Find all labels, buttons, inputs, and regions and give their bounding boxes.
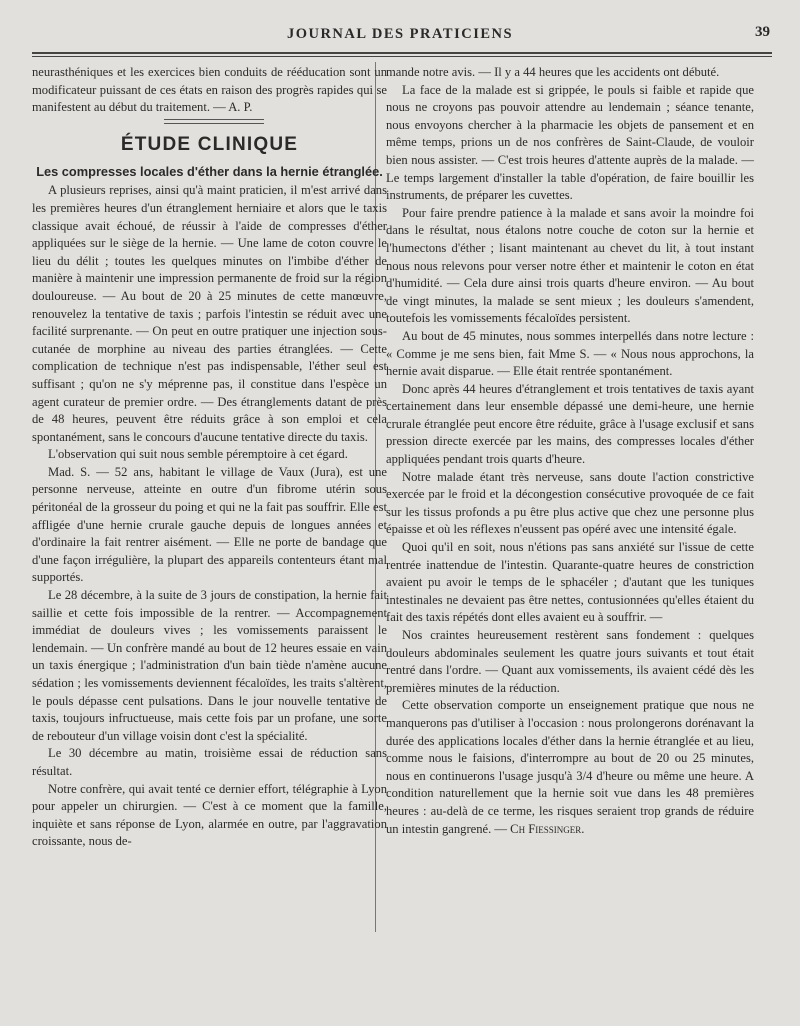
page-header — [30, 26, 770, 50]
journal-title: JOURNAL DES PRATICIENS — [286, 26, 514, 42]
section-title: ÉTUDE CLINIQUE — [120, 133, 299, 155]
paragraph: La face de la malade est si grippée, le pouls si faible et rapide que nous ne croyons pas pouvoir attendre au lendemain ; séance tenante, nous envoyons chercher à la pharmacie les objets de pansement et en même temps, prions un de nos confrères de Saint-Claude, de vouloir bien nous assister. — C'est trois heures d'attente auprès de la malade. — Le temps largement d'installer la table d'opération, de faire bouillir les instruments, de préparer les cuvettes. — [386, 82, 754, 203]
intro-paragraph: neurasthéniques et les exercices bien conduits de rééducation sont un modificateur puissant de ces états en raison des progrès rapides qui se manifestent au début du traitement. — A. P. — [32, 65, 387, 115]
paragraph-text: Cette observation comporte un enseignement pratique que nous ne manquerons pas d'utiliser à l'occasion : nous prolongerons dorénavant la durée des applications locales d'éther dans la hernie étranglée et au lieu, comme nous le faisions, d'interrompre au bout de 20 ou 25 minutes, nous en continuerons l'usage jusqu'à 3/4 d'heure ou même une heure. A condition naturellement que la hernie soit vue dans les 48 premières heures : au-delà de ce terme, les risques seraient trop grands de réduire un intestin gangrené. — — [386, 698, 754, 836]
paragraph: Le 30 décembre au matin, troisième essai de réduction sans résultat. — [32, 746, 387, 778]
paragraph: Notre confrère, qui avait tenté ce dernier effort, télégraphie à Lyon pour appeler un chirurgien. — C'est à ce moment que la famille, inquiète et sans réponse de Lyon, alarmée en outre, par l'aggravation croissante, nous de- — [32, 781, 387, 849]
header-rule — [32, 52, 772, 57]
paragraph: mande notre avis. — Il y a 44 heures que les accidents ont débuté. — [386, 65, 720, 79]
paragraph — [386, 697, 754, 838]
article-subtitle: Les compresses locales d'éther dans la hernie étranglée. — [36, 164, 383, 180]
right-column — [386, 64, 754, 838]
paragraph: Nos craintes heureusement restèrent sans fondement : quelques douleurs abdominales seulement les quatre jours suivants et tout était rentré dans l'ordre. — Quant aux vomissements, ils avaient cédé dès les premières minutes de la réduction. — [386, 628, 754, 695]
paragraph: Mad. S. — 52 ans, habitant le village de Vaux (Jura), est une personne nerveuse, atteinte en outre d'un fibrome utérin sous péritonéal de la grosseur du poing et qui ne la fait pas souffrir. Elle est affligée d'une hernie crurale gauche depuis de longues années et d'ordinaire la fait rentrer aisément. — Elle ne porte de bandage que d'une façon irrégulière, la plupart des appareils contenteurs étant mal supportés. — [32, 464, 387, 585]
paragraph: L'observation qui suit nous semble péremptoire à cet égard. — [48, 447, 348, 462]
paragraph: A plusieurs reprises, ainsi qu'à maint praticien, il m'est arrivé dans les premières heures d'un étranglement herniaire et alors que le taxis classique avait échoué, de réussir à l'aide de compresses d'éther appliquées sur le siège de la hernie. — Une lame de coton couvre le lieu du délit ; toutes les quelques minutes on l'imbibe d'éther de manière à maintenir une impression permanente de froid sur la région douloureuse. — Au bout de 20 à 25 minutes de cette manœuvre, renouvelez la tentative de taxis ; parfois l'intestin se réduit avec une facilité surprenante. — On peut en outre pratiquer une injection sous-cutanée de morphine au niveau des parties étranglées. — Cette complication de technique n'est pas indispensable, l'éther seul est suffisant ; qu'on ne s'y méprenne pas, il constitue dans l'espèce un agent curateur de premier ordre. — Des étranglements datant de près de 48 heures, peuvent être réduits grâce à son emploi et cela spontanément, sans le concours d'aucune tentative directe du taxis. — [32, 183, 387, 444]
paragraph: Notre malade étant très nerveuse, sans doute l'action constrictive exercée par le froid et la décongestion consécutive provoquée de ce fait sur les tissus profonds a pu être plus active que chez une personne plus épaisse et où les réflexes n'eussent pas opéré avec une intensité égale. — [386, 469, 754, 537]
author-signature: Ch Fiessinger. — [510, 821, 585, 836]
paragraph: Donc après 44 heures d'étranglement et trois tentatives de taxis ayant certainement dans leur ensemble dépassé une demi-heure, une hernie crurale étranglée peut encore être réduite, grâce à l'usage exclusif et sans pression directe exercée par les mains, des compresses locales d'éther appliquées pendant trois quarts d'heure. — [386, 381, 754, 467]
paragraph: Pour faire prendre patience à la malade et sans avoir la moindre foi dans le résultat, nous étalons notre couche de coton sur la hernie et l'humectons d'éther ; lisant maintenant au chevet du lit, à tout instant nous nous relevons pour verser notre éther et maintenir le coton en état d'humidité. — Cela dure ainsi trois quarts d'heure environ. — Au bout de vingt minutes, la malade se sent mieux ; les douleurs s'amendent, toutefois les vomissements fécaloïdes persistent. — [386, 205, 754, 326]
paragraph: Au bout de 45 minutes, nous sommes interpellés dans notre lecture : « Comme je me sens bien, fait Mme S. — « Nous nous approchons, la hernie avait disparue. — Elle était rentrée spontanément. — [386, 328, 754, 379]
section-separator — [164, 119, 264, 124]
left-column — [32, 64, 387, 851]
paragraph: Quoi qu'il en soit, nous n'étions pas sans anxiété sur l'issue de cette rentrée inattendue de l'intestin. Quarante-quatre heures de constriction avaient pu avoir le temps de le sphacéler ; d'autant que les tuniques intestinales ne devaient pas être nettes, contusionnées qu'elles étaient du fait des taxis répétés dont elles avaient eu à souffrir. — — [386, 540, 754, 625]
page-number: 39 — [755, 24, 770, 40]
paragraph: Le 28 décembre, à la suite de 3 jours de constipation, la hernie fait saillie et cette fois impossible de la rentrer. — Accompagnement immédiat de douleurs vives ; les vomissements paraissent le lendemain. — Un confrère mandé au bout de 12 heures essaie en vain un taxis énergique ; l'administration d'un bain tiède n'amène aucune sédation ; les vomissements deviennent fécaloïdes, les traits s'altèrent, le pouls dépasse cent pulsations. Dans le jour nouvelle tentative de taxis, toujours infructueuse, mais cette fois par un profane, une sorte de rebouteur d'un village voisin dont c'est la spécialité. — [32, 588, 387, 743]
